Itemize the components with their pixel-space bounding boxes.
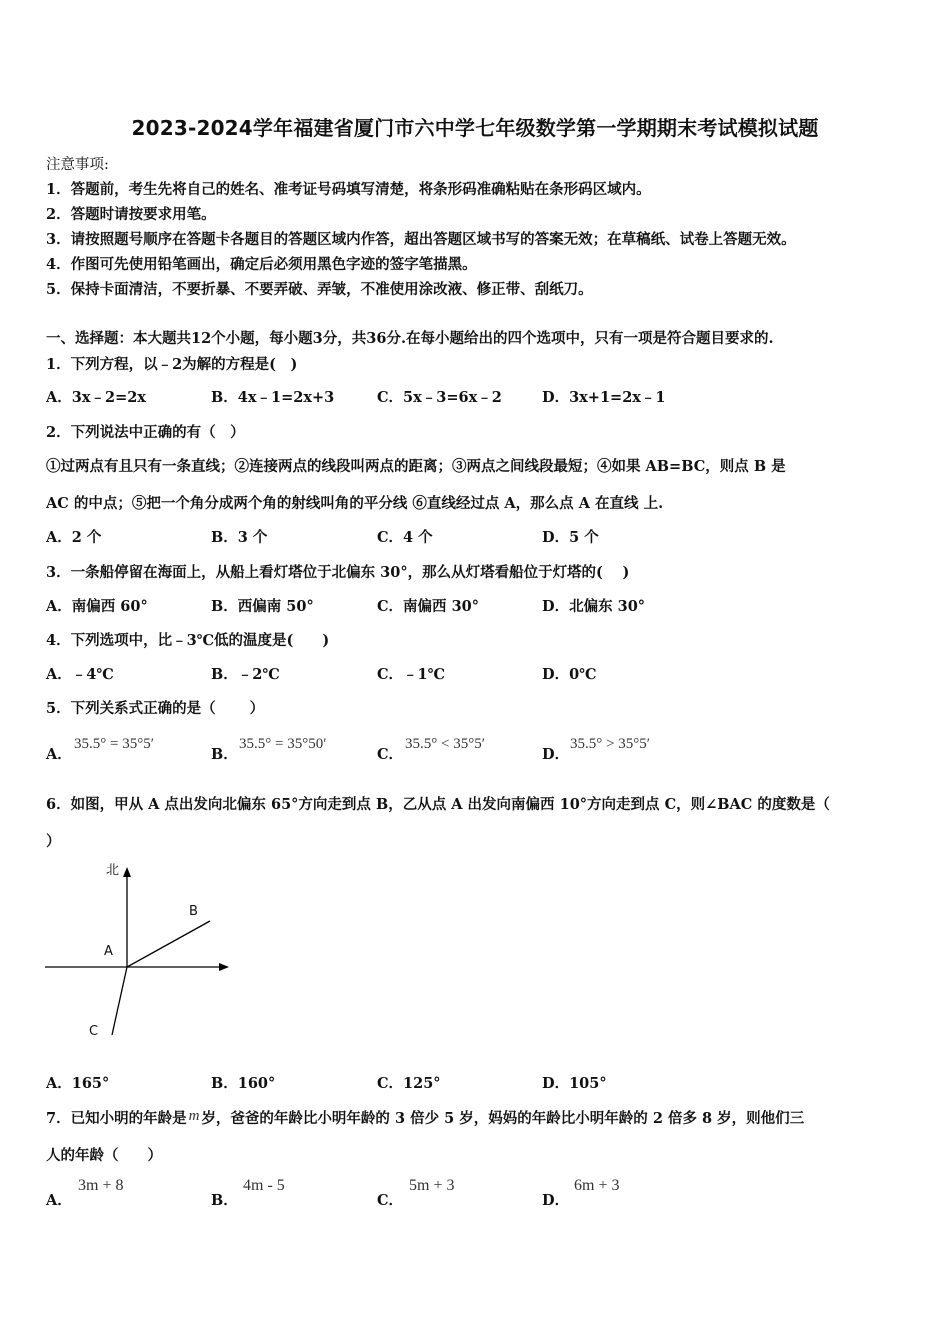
q3-stem: 3．一条船停留在海面上，从船上看灯塔位于北偏东 30°，那么从灯塔看船位于灯塔的( ) <box>46 564 630 581</box>
notice-item-1: 1．答题前，考生先将自己的姓名、准考证号码填写清楚，将条形码准确粘贴在条形码区域内。 <box>46 181 651 198</box>
q7-option-a-math: 3m + 8 <box>78 1177 124 1194</box>
q6-option-d: D．105° <box>542 1075 607 1092</box>
q7-option-c-label: C． <box>377 1192 404 1209</box>
q6-figure <box>40 855 240 1045</box>
q3-option-a: A．南偏西 60° <box>46 598 148 615</box>
ray-ab <box>127 921 210 967</box>
q4-stem: 4．下列选项中，比﹣3℃低的温度是( ) <box>46 632 330 649</box>
q6-option-c: C．125° <box>377 1075 441 1092</box>
label-north: 北 <box>106 863 120 878</box>
q2-text-line-2: AC 的中点；⑤把一个角分成两个角的射线叫角的平分线 ⑥直线经过点 A，那么点 A 在直线 上. <box>46 495 664 512</box>
q6-option-b: B．160° <box>211 1075 276 1092</box>
q2-option-d: D．5 个 <box>542 529 599 546</box>
ray-ac <box>112 967 127 1035</box>
q1-option-d: D．3x+1=2x﹣1 <box>542 389 666 406</box>
q7-option-b-math: 4m - 5 <box>243 1177 285 1194</box>
q7-variable: m <box>188 1108 200 1124</box>
label-c: C <box>89 1024 99 1039</box>
north-arrow-icon <box>123 867 131 877</box>
label-b: B <box>189 904 198 919</box>
notice-heading: 注意事项: <box>46 157 109 173</box>
q6-stem-end: ） <box>46 833 61 850</box>
q5-option-d-label: D． <box>542 746 570 763</box>
q5-stem: 5．下列关系式正确的是（ ） <box>46 700 265 717</box>
q2-stem: 2．下列说法中正确的有（ ） <box>46 424 245 441</box>
q6-stem: 6．如图，甲从 A 点出发向北偏东 65°方向走到点 B，乙从点 A 出发向南偏西 10°方向走到点 C，则∠BAC 的度数是（ <box>46 796 830 813</box>
q4-option-a: A．﹣4℃ <box>46 666 114 683</box>
q2-text-line-1: ①过两点有且只有一条直线；②连接两点的线段叫两点的距离；③两点之间线段最短；④如果 AB=BC，则点 B 是 <box>46 458 786 475</box>
q1-option-c: C．5x﹣3=6x﹣2 <box>377 389 502 406</box>
notice-item-5: 5．保持卡面清洁，不要折暴、不要弄破、弄皱，不准使用涂改液、修正带、刮纸刀。 <box>46 281 593 298</box>
notice-item-2: 2．答题时请按要求用笔。 <box>46 206 216 223</box>
q5-option-b-math: 35.5° = 35°50′ <box>239 736 327 752</box>
q4-option-b: B．﹣2℃ <box>211 666 280 683</box>
q4-option-d: D．0℃ <box>542 666 597 683</box>
q7-stem-line-2: 人的年龄（ ） <box>46 1147 162 1164</box>
q7-option-d-math: 6m + 3 <box>574 1177 620 1194</box>
q7-option-a-label: A． <box>46 1192 72 1209</box>
q3-option-d: D．北偏东 30° <box>542 598 646 615</box>
q5-option-c-label: C． <box>377 746 404 763</box>
q5-option-c-math: 35.5° < 35°5′ <box>405 736 485 752</box>
q5-option-a-label: A． <box>46 746 72 763</box>
page-title: 2023-2024学年福建省厦门市六中学七年级数学第一学期期末考试模拟试题 <box>131 116 819 140</box>
q3-option-c: C．南偏西 30° <box>377 598 480 615</box>
q2-option-b: B．3 个 <box>211 529 268 546</box>
notice-item-4: 4．作图可先使用铅笔画出，确定后必须用黑色字迹的签字笔描黑。 <box>46 256 477 273</box>
q7-stem-pre: 7．已知小明的年龄是 <box>46 1110 187 1127</box>
q2-option-c: C．4 个 <box>377 529 433 546</box>
east-arrow-icon <box>219 963 229 971</box>
q7-stem-post: 岁，爸爸的年龄比小明年龄的 3 倍少 5 岁，妈妈的年龄比小明年龄的 2 倍多 8 岁，则他们三 <box>201 1110 805 1127</box>
q5-option-a-math: 35.5° = 35°5′ <box>74 736 154 752</box>
section-heading: 一、选择题：本大题共12个小题，每小题3分，共36分.在每小题给出的四个选项中，只有一项是符合题目要求的. <box>46 330 774 347</box>
direction-diagram <box>40 855 240 1045</box>
q7-option-b-label: B． <box>211 1192 238 1209</box>
q1-option-a: A．3x﹣2=2x <box>46 389 146 406</box>
q3-option-b: B．西偏南 50° <box>211 598 314 615</box>
q4-option-c: C．﹣1℃ <box>377 666 446 683</box>
q5-option-b-label: B． <box>211 746 238 763</box>
q7-option-d-label: D． <box>542 1192 570 1209</box>
notice-item-3: 3．请按照题号顺序在答题卡各题目的答题区域内作答，超出答题区域书写的答案无效；在草稿纸、试卷上答题无效。 <box>46 231 796 248</box>
label-a: A <box>104 944 113 959</box>
q5-option-d-math: 35.5° > 35°5′ <box>570 736 650 752</box>
q7-stem <box>46 1107 804 1128</box>
q2-option-a: A．2 个 <box>46 529 102 546</box>
q6-option-a: A．165° <box>46 1075 110 1092</box>
q1-option-b: B．4x﹣1=2x+3 <box>211 389 335 406</box>
q1-stem: 1．下列方程，以﹣2为解的方程是( ) <box>46 356 298 373</box>
q7-option-c-math: 5m + 3 <box>409 1177 455 1194</box>
